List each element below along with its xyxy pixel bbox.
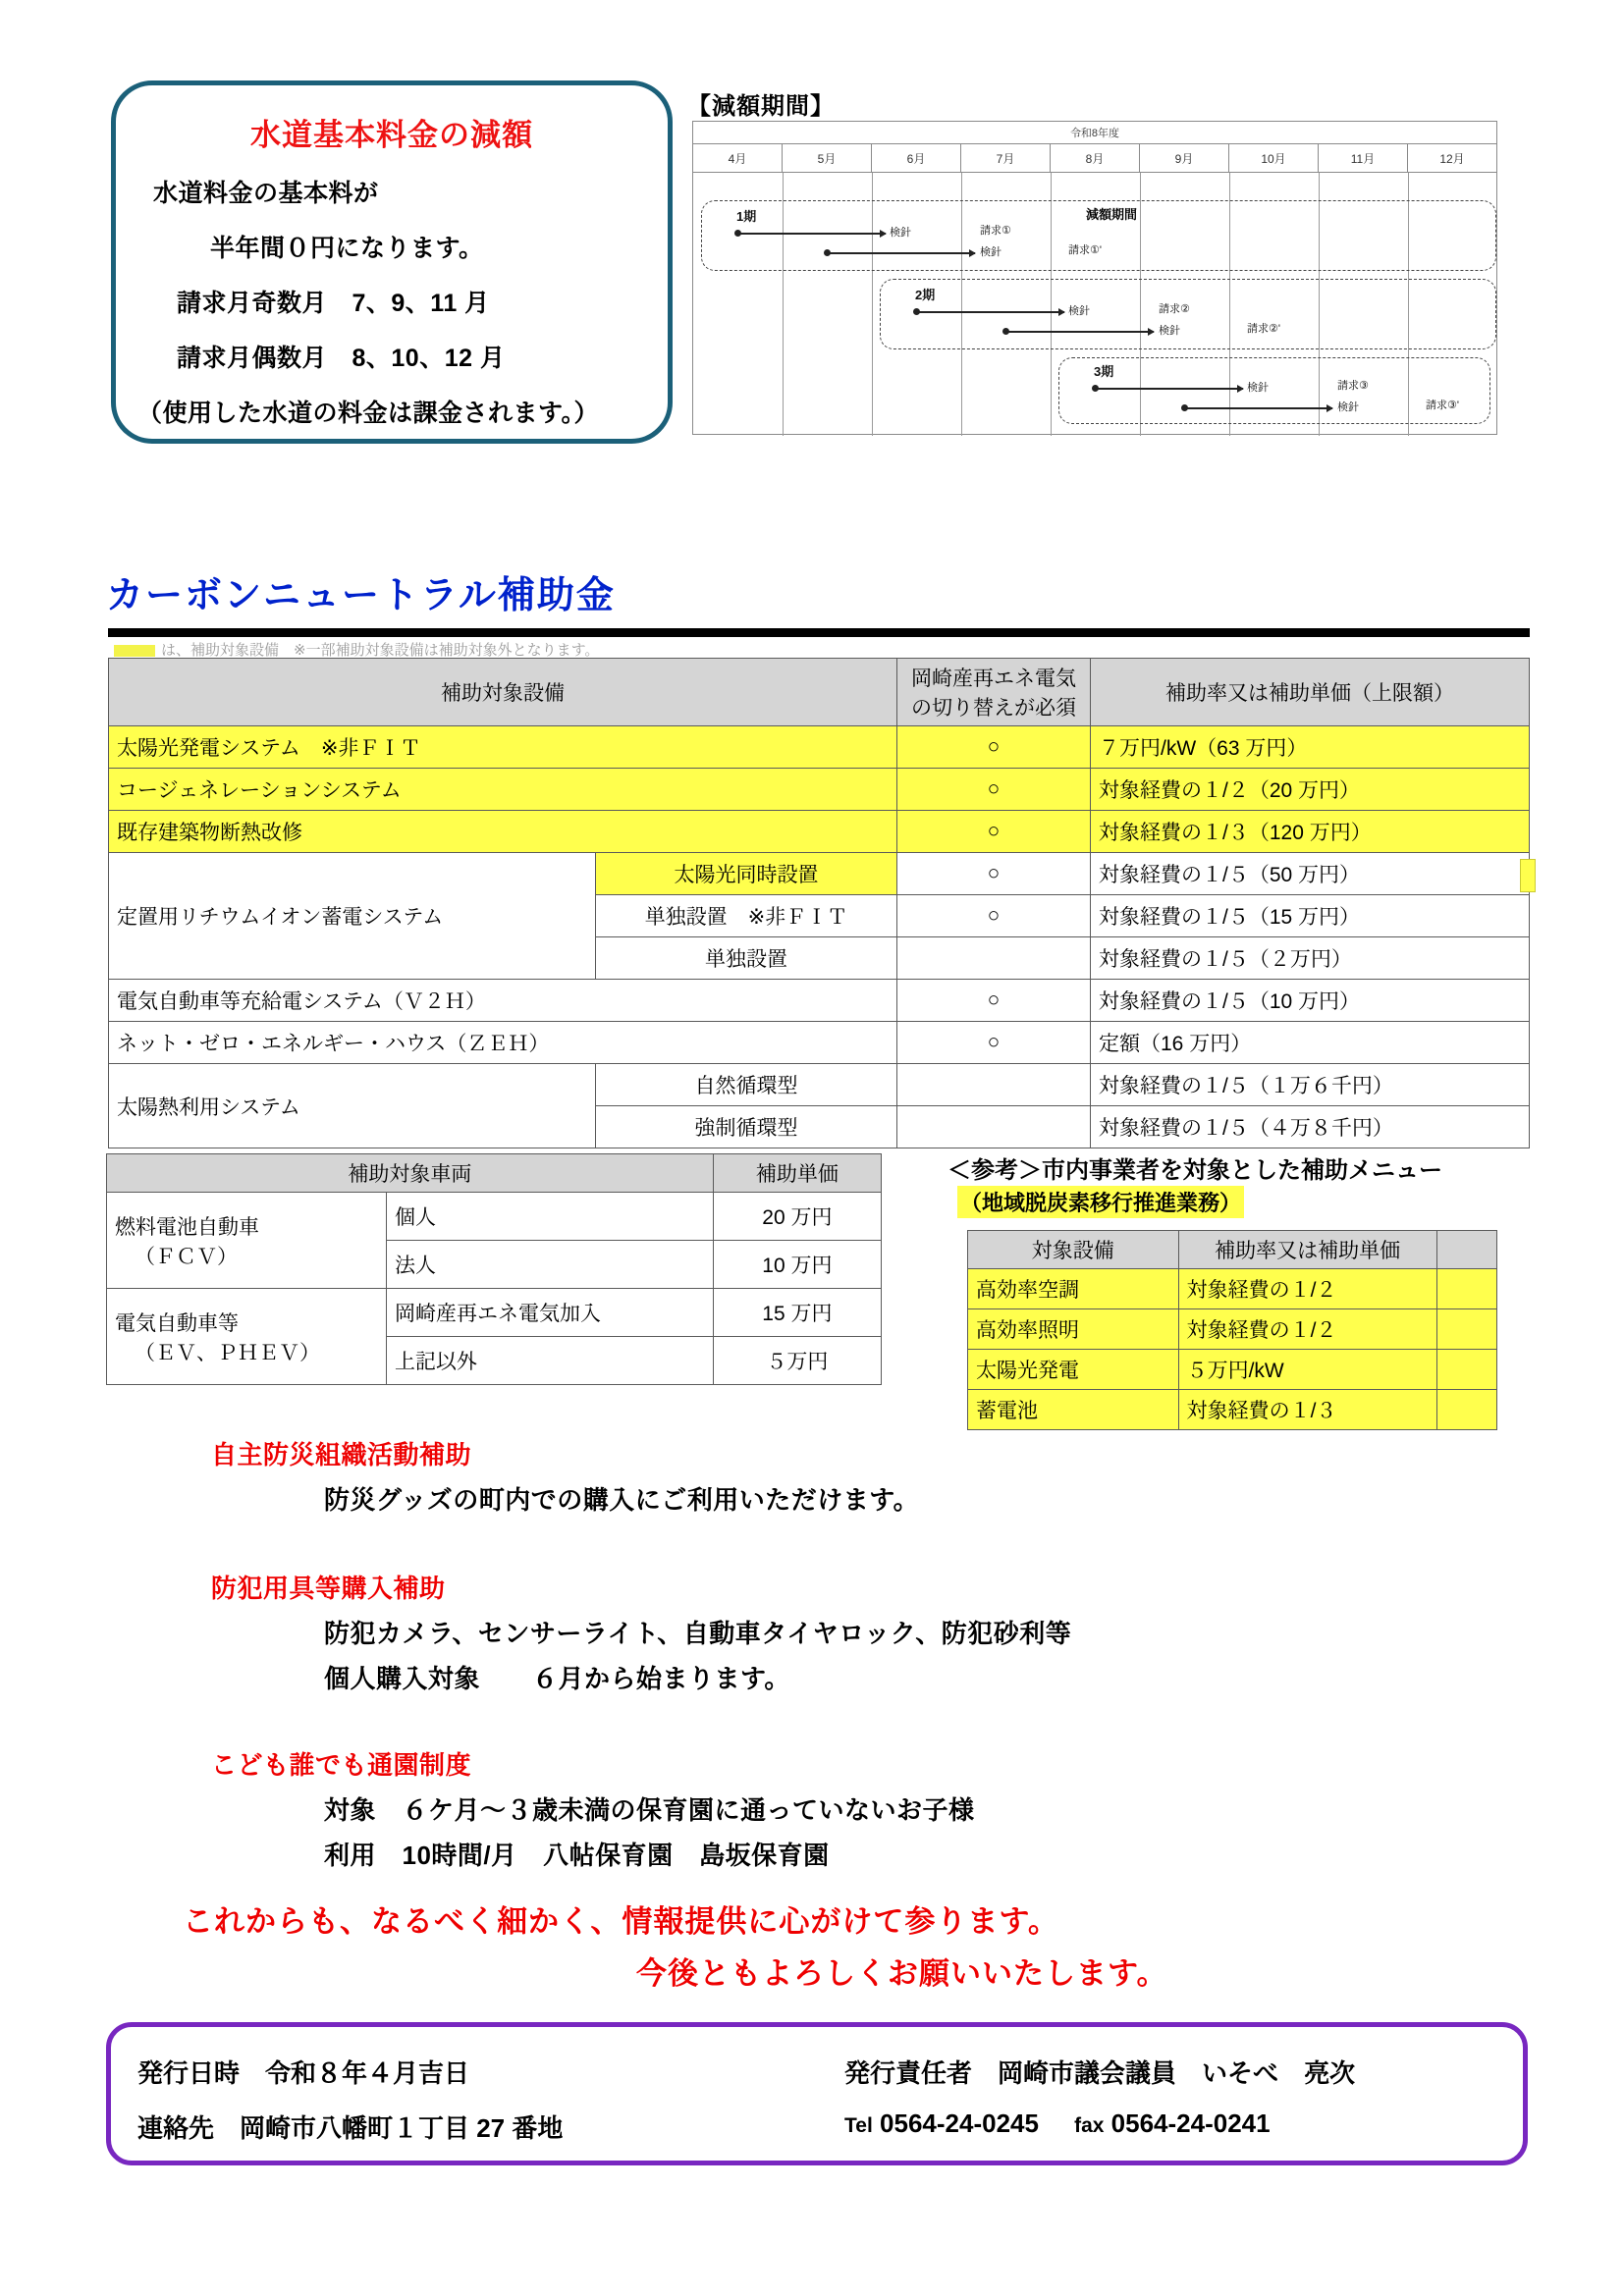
- month-cell-5: 5月: [783, 144, 872, 172]
- equipment-name: コージェネレーションシステム: [109, 769, 897, 811]
- reduction-period-title: 【減額期間】: [687, 93, 835, 120]
- table-row: [968, 1309, 1497, 1350]
- month-cell-7: 7月: [961, 144, 1051, 172]
- phase-3-mark-3: 検針: [1337, 401, 1359, 413]
- equipment-subtype: 強制循環型: [596, 1106, 897, 1148]
- phase-1-mark-1: 検針: [890, 227, 911, 239]
- month-header-row: [693, 144, 1496, 173]
- table-row: [109, 1022, 1530, 1064]
- header-ref-rate: 補助率又は補助単価: [1178, 1231, 1436, 1269]
- table-row: [968, 1350, 1497, 1390]
- ref-equipment: 高効率照明: [968, 1309, 1179, 1350]
- phase-3-mark-4: 請求③': [1426, 400, 1459, 411]
- table-row: [109, 769, 1530, 811]
- phase-1-mark-2: 請求①: [980, 225, 1011, 237]
- subsidy-rate: 対象経費の１/５（１万６千円）: [1091, 1064, 1530, 1106]
- fax-number: 0564-24-0241: [1110, 2109, 1271, 2138]
- fiscal-year-label: 令和8年度: [693, 122, 1496, 144]
- reference-menu-subtitle: （地域脱炭素移行推進業務）: [957, 1186, 1244, 1218]
- phase-box-3: [1058, 357, 1490, 424]
- switch-required-mark: ○: [897, 1022, 1091, 1064]
- faded-note-strip: [108, 639, 1530, 657]
- table-row: [109, 726, 1530, 769]
- vehicle-amount: 15 万円: [713, 1289, 881, 1337]
- subsidy-rate: 定額（16 万円）: [1091, 1022, 1530, 1064]
- vehicle-applicant-type: 岡崎産再エネ電気加入: [387, 1289, 714, 1337]
- phase-label-2: 2期: [915, 288, 936, 302]
- tel-number: 0564-24-0245: [880, 2109, 1039, 2138]
- carbon-neutral-heading: カーボンニュートラル補助金: [106, 575, 616, 616]
- subsidy-rate: 対象経費の１/５（10 万円）: [1091, 980, 1530, 1022]
- phase-3-arrow-1: [1096, 388, 1243, 390]
- phase-3-mark-1: 検針: [1247, 382, 1269, 394]
- switch-required-mark: ○: [897, 895, 1091, 937]
- month-cell-11: 11月: [1319, 144, 1408, 172]
- water-fee-line-4: 請求月偶数月 8、10、12 月: [177, 345, 506, 372]
- notice-heading-crime-prevention: 防犯用具等購入補助: [211, 1574, 446, 1603]
- subsidy-rate: 対象経費の１/５（15 万円）: [1091, 895, 1530, 937]
- phase-label-3: 3期: [1094, 364, 1114, 379]
- subsidy-rate: ７万円/kW（63 万円）: [1091, 726, 1530, 769]
- water-fee-title: 水道基本料金の減額: [250, 118, 533, 152]
- ref-spacer: [1436, 1390, 1496, 1430]
- footer-phone-fax: [844, 2109, 1271, 2139]
- water-fee-line-3: 請求月奇数月 7、9、11 月: [177, 290, 490, 317]
- notice-heading-disaster-prevention: 自主防災組織活動補助: [211, 1440, 472, 1469]
- equipment-name: 定置用リチウムイオン蓄電システム: [109, 853, 596, 980]
- header-ref-spacer: [1436, 1231, 1496, 1269]
- ref-equipment: 蓄電池: [968, 1390, 1179, 1430]
- water-fee-line-1: 水道料金の基本料が: [153, 180, 379, 207]
- month-cell-8: 8月: [1051, 144, 1140, 172]
- switch-required-mark: ○: [897, 769, 1091, 811]
- switch-required-mark: ○: [897, 853, 1091, 895]
- table-header-row: [968, 1231, 1497, 1269]
- switch-required-mark: ○: [897, 726, 1091, 769]
- switch-required-mark: ○: [897, 811, 1091, 853]
- table-row: [107, 1289, 882, 1337]
- header-switch-required-line2: の切り替えが必須: [911, 697, 1076, 720]
- ref-spacer: [1436, 1350, 1496, 1390]
- reference-menu-title: ＜参考＞市内事業者を対象とした補助メニュー: [947, 1157, 1442, 1184]
- reduction-period-table: [692, 121, 1497, 435]
- header-switch-required: [897, 659, 1091, 726]
- phase-2-mark-2: 請求②: [1159, 303, 1190, 315]
- notice-body-disaster-prevention-1: 防災グッズの町内での購入にご利用いただけます。: [324, 1485, 920, 1515]
- ref-rate: 対象経費の１/２: [1178, 1309, 1436, 1350]
- vehicle-applicant-type: 上記以外: [387, 1337, 714, 1385]
- section-divider-bar: [108, 628, 1530, 637]
- notice-body-crime-prevention-1: 防犯カメラ、センサーライト、自動車タイヤロック、防犯砂利等: [324, 1619, 1072, 1648]
- phase-3-mark-2: 請求③: [1337, 380, 1369, 392]
- subsidy-rate: 対象経費の１/３（120 万円）: [1091, 811, 1530, 853]
- table-row: [968, 1390, 1497, 1430]
- period-diagram-body: [693, 173, 1496, 436]
- table-header-row: [109, 659, 1530, 726]
- month-cell-6: 6月: [872, 144, 961, 172]
- vehicle-category-line2: （ＥＶ、ＰＨＥＶ）: [135, 1341, 320, 1364]
- vehicle-category: [107, 1289, 387, 1385]
- ref-rate: 対象経費の１/３: [1178, 1390, 1436, 1430]
- switch-required-mark: [897, 937, 1091, 980]
- phase-1-mark-4: 請求①': [1068, 244, 1102, 256]
- vehicle-category-line1: 電気自動車等: [115, 1311, 239, 1335]
- ref-equipment: 高効率空調: [968, 1269, 1179, 1309]
- ref-spacer: [1436, 1309, 1496, 1350]
- equipment-name: 太陽光発電システム ※非ＦＩＴ: [109, 726, 897, 769]
- header-equipment: 補助対象設備: [109, 659, 897, 726]
- vehicle-applicant-type: 法人: [387, 1241, 714, 1289]
- fax-label: fax: [1074, 2114, 1105, 2137]
- water-fee-line-5: （使用した水道の料金は課金されます。）: [137, 400, 600, 427]
- water-fee-box: [111, 80, 673, 444]
- table-row: [109, 1064, 1530, 1106]
- yellow-swatch-icon: [114, 645, 155, 657]
- ref-equipment: 太陽光発電: [968, 1350, 1179, 1390]
- table-row: [109, 811, 1530, 853]
- reference-subsidy-table: [967, 1230, 1497, 1430]
- footer-contact-address: 連絡先 岡崎市八幡町１丁目 27 番地: [137, 2113, 564, 2143]
- vehicle-amount: 20 万円: [713, 1193, 881, 1241]
- subsidy-rate: 対象経費の１/５（４万８千円）: [1091, 1106, 1530, 1148]
- table-header-row: [107, 1154, 882, 1193]
- phase-3-arrow-2: [1185, 407, 1332, 409]
- equipment-subtype: 単独設置 ※非ＦＩＴ: [596, 895, 897, 937]
- equipment-name: 電気自動車等充給電システム（Ｖ２Ｈ）: [109, 980, 897, 1022]
- equipment-subtype: 単独設置: [596, 937, 897, 980]
- notice-body-crime-prevention-2: 個人購入対象 ６月から始まります。: [324, 1664, 790, 1693]
- phase-2-mark-3: 検針: [1159, 325, 1180, 337]
- header-unit-price: 補助単価: [713, 1154, 881, 1193]
- table-row: [107, 1193, 882, 1241]
- table-row: [968, 1269, 1497, 1309]
- switch-required-mark: ○: [897, 980, 1091, 1022]
- ref-spacer: [1436, 1269, 1496, 1309]
- phase-1-arrow-2: [828, 252, 975, 254]
- phase-1-mark-3: 検針: [980, 246, 1001, 258]
- ref-rate: ５万円/kW: [1178, 1350, 1436, 1390]
- phase-2-arrow-1: [917, 311, 1064, 313]
- month-cell-4: 4月: [693, 144, 783, 172]
- vehicle-amount: ５万円: [713, 1337, 881, 1385]
- month-cell-9: 9月: [1140, 144, 1229, 172]
- phase-box-1: [701, 200, 1496, 271]
- vehicle-applicant-type: 個人: [387, 1193, 714, 1241]
- equipment-subsidy-table: [108, 658, 1530, 1148]
- switch-required-mark: [897, 1064, 1091, 1106]
- phase-2-arrow-2: [1006, 331, 1154, 333]
- switch-required-mark: [897, 1106, 1091, 1148]
- footer-issue-date: 発行日時 令和８年４月吉日: [137, 2058, 470, 2088]
- subsidy-rate: 対象経費の１/５（２万円）: [1091, 937, 1530, 980]
- equipment-name: ネット・ゼロ・エネルギー・ハウス（ＺＥＨ）: [109, 1022, 897, 1064]
- header-switch-required-line1: 岡崎産再エネ電気: [911, 667, 1076, 690]
- vehicle-amount: 10 万円: [713, 1241, 881, 1289]
- equipment-subtype: 太陽光同時設置: [596, 853, 897, 895]
- month-cell-10: 10月: [1229, 144, 1319, 172]
- equipment-name: 既存建築物断熱改修: [109, 811, 897, 853]
- vehicle-subsidy-table: [106, 1153, 882, 1385]
- equipment-name: 太陽熱利用システム: [109, 1064, 596, 1148]
- ref-rate: 対象経費の１/２: [1178, 1269, 1436, 1309]
- vehicle-category-line2: （ＦＣＶ）: [135, 1245, 238, 1268]
- notice-heading-childcare: こども誰でも通園制度: [211, 1750, 472, 1780]
- water-fee-line-2: 半年間０円になります。: [210, 235, 484, 262]
- subsidy-rate: 対象経費の１/５（50 万円）: [1091, 853, 1530, 895]
- phase-2-mark-1: 検針: [1068, 305, 1090, 317]
- tel-label: Tel: [844, 2114, 873, 2137]
- header-ref-equipment: 対象設備: [968, 1231, 1179, 1269]
- header-subsidy-rate: 補助率又は補助単価（上限額）: [1091, 659, 1530, 726]
- phase-label-1: 1期: [736, 209, 757, 224]
- reduction-period-note: 減額期間: [1086, 207, 1138, 222]
- table-row: [109, 853, 1530, 895]
- closing-message-line-2: 今後ともよろしくお願いいたします。: [636, 1956, 1168, 1991]
- vehicle-category-line1: 燃料電池自動車: [115, 1215, 259, 1239]
- table-row: [109, 980, 1530, 1022]
- notice-body-childcare-2: 利用 10時間/月 八帖保育園 島坂保育園: [324, 1841, 830, 1870]
- month-cell-12: 12月: [1439, 151, 1465, 166]
- subsidy-rate: 対象経費の１/２（20 万円）: [1091, 769, 1530, 811]
- faded-note-text: は、補助対象設備 ※一部補助対象設備は補助対象外となります。: [161, 642, 600, 657]
- footer-responsible-person: 発行責任者 岡崎市議会議員 いそべ 亮次: [844, 2058, 1356, 2088]
- notice-body-childcare-1: 対象 ６ケ月～３歳未満の保育園に通っていないお子様: [324, 1795, 975, 1825]
- closing-message-line-1: これからも、なるべく細かく、情報提供に心がけて参ります。: [183, 1904, 1059, 1939]
- vehicle-category: [107, 1193, 387, 1289]
- equipment-subtype: 自然循環型: [596, 1064, 897, 1106]
- phase-1-arrow-1: [738, 233, 886, 235]
- header-vehicle: 補助対象車両: [107, 1154, 714, 1193]
- phase-2-mark-4: 請求②': [1247, 323, 1280, 335]
- yellow-edge-marker: [1520, 859, 1536, 892]
